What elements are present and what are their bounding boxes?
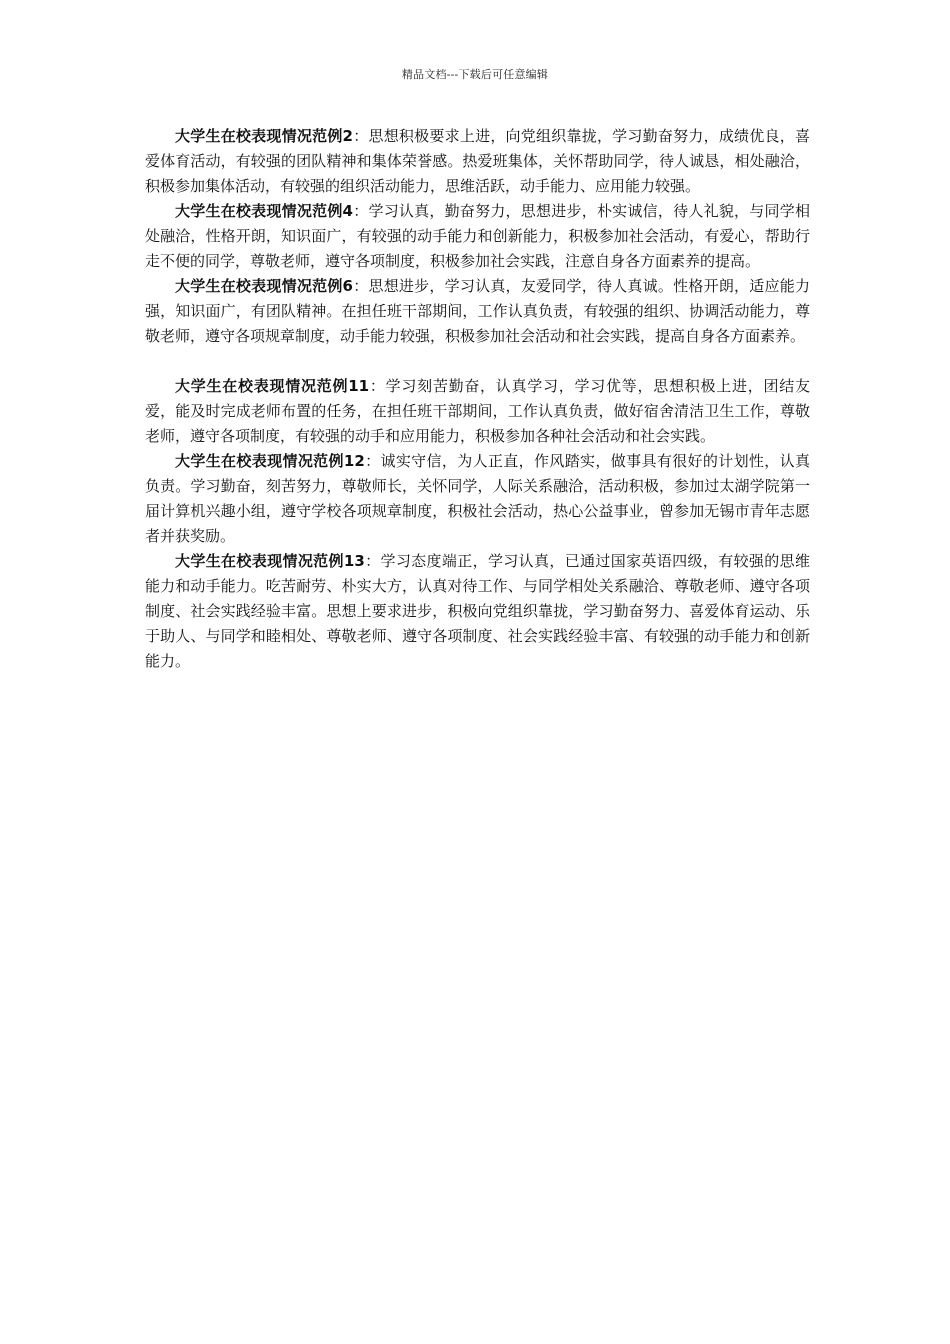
paragraph-example-2 <box>145 124 810 199</box>
paragraph-label: 大学生在校表现情况范例11 <box>175 377 370 395</box>
document-body <box>145 124 810 674</box>
paragraph-example-6 <box>145 274 810 349</box>
paragraph-text: ：诚实守信，为人正直，作风踏实，做事具有很好的计划性，认真负责。学习勤奋，刻苦努力，尊敬师长，关怀同学，人际关系融洽，活动积极，参加过太湖学院第一届计算机兴趣小组，遵守学校各项规章制度，积极社会活动，热心公益事业，曾参加无锡市青年志愿者并获奖励。 <box>145 452 810 545</box>
paragraph-text: ：学习刻苦勤奋，认真学习，学习优等，思想积极上进，团结友爱，能及时完成老师布置的任务，在担任班干部期间，工作认真负责，做好宿舍清洁卫生工作，尊敬老师，遵守各项制度，有较强的动手和应用能力，积极参加各种社会活动和社会实践。 <box>145 377 810 445</box>
blank-line <box>145 349 810 374</box>
paragraph-label: 大学生在校表现情况范例13 <box>175 552 365 570</box>
paragraph-text: ：思想进步，学习认真，友爱同学，待人真诚。性格开朗，适应能力强，知识面广，有团队精神。在担任班干部期间，工作认真负责，有较强的组织、协调活动能力，尊敬老师，遵守各项规章制度，动手能力较强，积极参加社会活动和社会实践，提高自身各方面素养。 <box>145 277 810 345</box>
page-header: 精品文档---下载后可任意编辑 <box>401 68 549 81</box>
paragraph-text: ：学习态度端正，学习认真，已通过国家英语四级，有较强的思维能力和动手能力。吃苦耐劳、朴实大方，认真对待工作、与同学相处关系融洽、尊敬老师、遵守各项制度、社会实践经验丰富。思想上要求进步，积极向党组织靠拢，学习勤奋努力、喜爱体育运动、乐于助人、与同学和睦相处、尊敬老师、遵守各项制度、社会实践经验丰富、有较强的动手能力和创新能力。 <box>145 552 810 670</box>
paragraph-label: 大学生在校表现情况范例2 <box>175 127 353 145</box>
paragraph-text: ：学习认真，勤奋努力，思想进步，朴实诚信，待人礼貌，与同学相处融洽，性格开朗，知识面广，有较强的动手能力和创新能力，积极参加社会活动，有爱心，帮助行走不便的同学，尊敬老师，遵守各项制度，积极参加社会实践，注意自身各方面素养的提高。 <box>145 202 810 270</box>
paragraph-example-11 <box>145 374 810 449</box>
paragraph-example-13 <box>145 549 810 674</box>
paragraph-example-4 <box>145 199 810 274</box>
paragraph-example-12 <box>145 449 810 549</box>
paragraph-text: ：思想积极要求上进，向党组织靠拢，学习勤奋努力，成绩优良，喜爱体育活动，有较强的团队精神和集体荣誉感。热爱班集体，关怀帮助同学，待人诚恳，相处融洽，积极参加集体活动，有较强的组织活动能力，思维活跃，动手能力、应用能力较强。 <box>145 127 810 195</box>
paragraph-label: 大学生在校表现情况范例4 <box>175 202 353 220</box>
paragraph-label: 大学生在校表现情况范例12 <box>175 452 365 470</box>
paragraph-label: 大学生在校表现情况范例6 <box>175 277 353 295</box>
